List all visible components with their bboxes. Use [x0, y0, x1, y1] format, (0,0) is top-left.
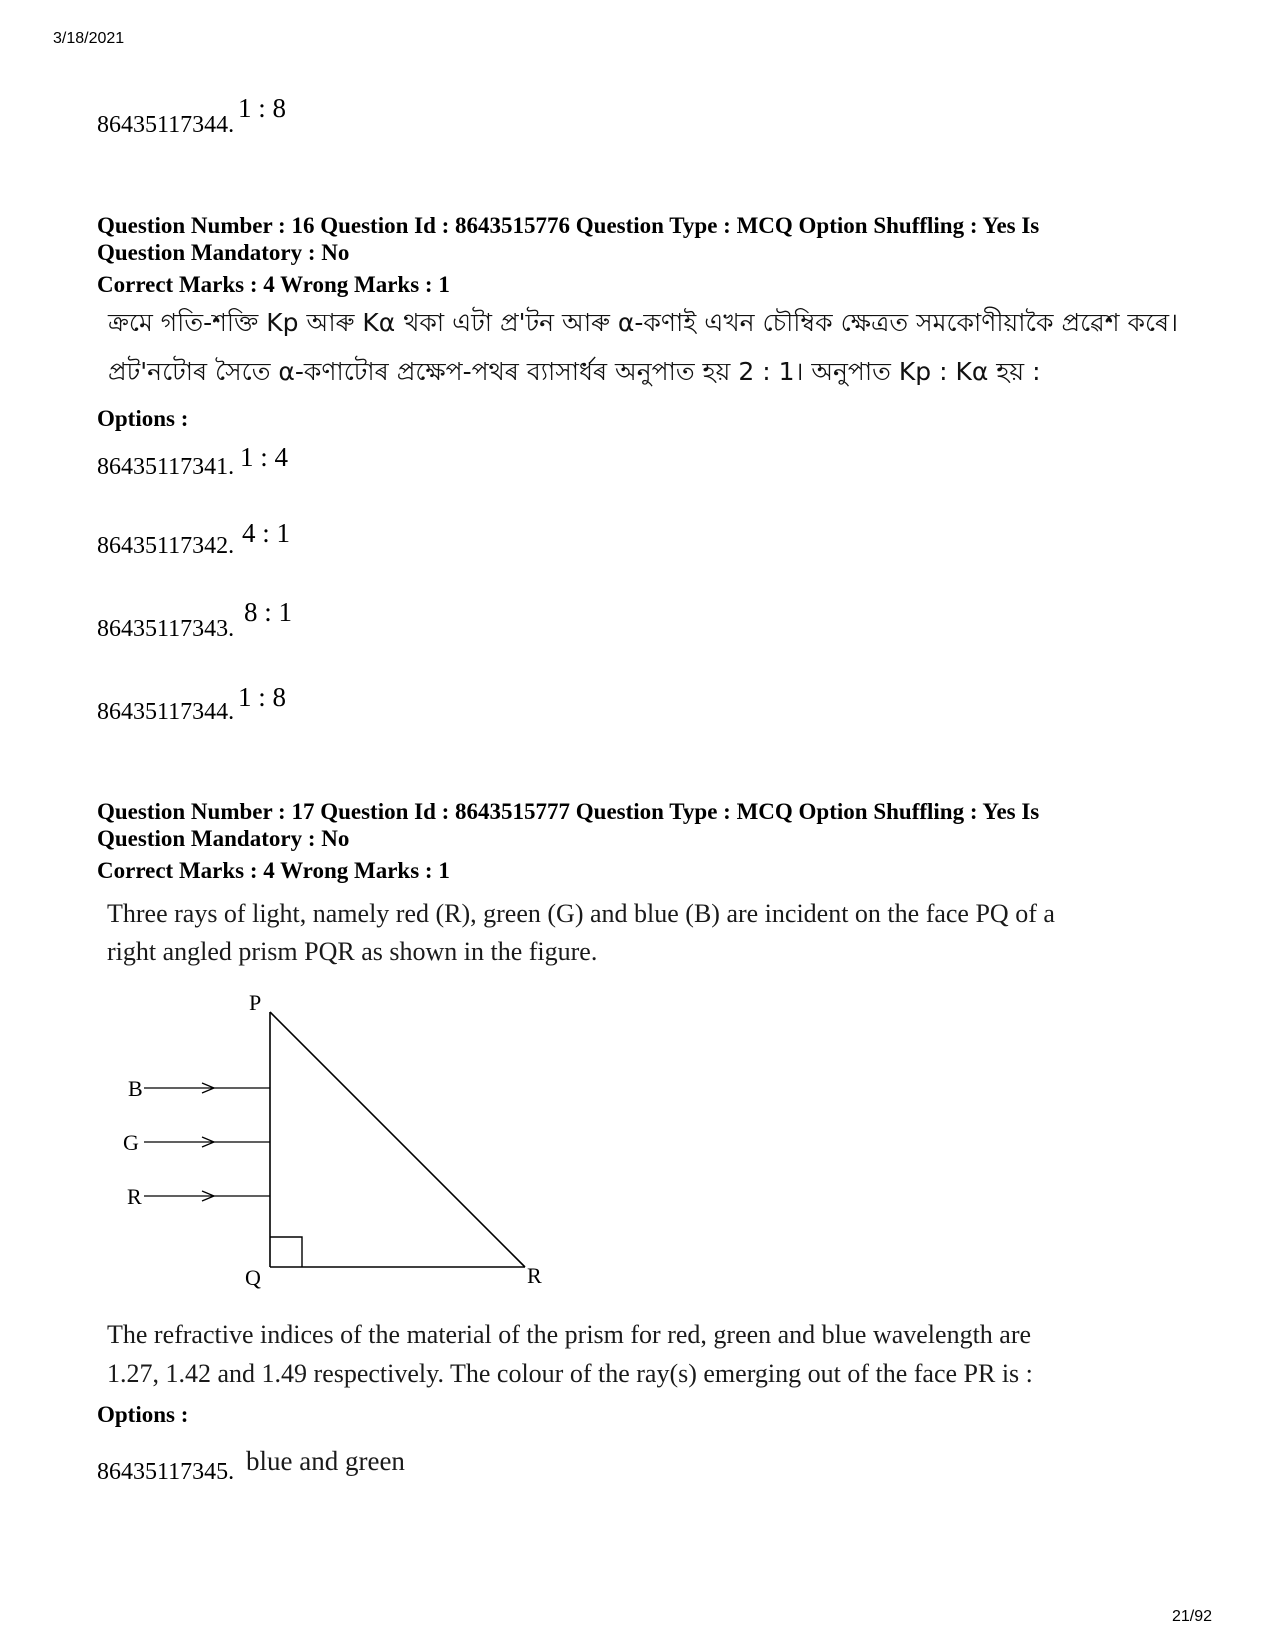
option-value: 1 : 8 [238, 93, 287, 123]
ray-label-b: B [128, 1076, 143, 1101]
page-number: 21/92 [1172, 1608, 1213, 1625]
ray-label-r: R [127, 1184, 142, 1209]
option-value: 4 : 1 [242, 518, 291, 548]
question-text-line: ক্ৰমে গতি-শক্তি Kp আৰু Kα থকা এটা প্ৰ'টন আৰু α-কণাই এখন চৌম্বিক ক্ষেত্ৰত সমকোণীয়াকৈ প্ৰৱেশ কৰে। [108, 308, 1179, 337]
vertex-label-p: P [249, 990, 262, 1015]
print-date: 3/18/2021 [53, 30, 125, 47]
option-id: 86435117344. [97, 699, 235, 725]
question-header-cont: Question Mandatory : No [97, 826, 350, 851]
vertex-label-q: Q [245, 1265, 261, 1290]
option-id: 86435117341. [97, 454, 235, 480]
option-id: 86435117345. [97, 1459, 235, 1485]
option-id: 86435117344. [97, 112, 235, 138]
question-text-line: প্ৰট'নটোৰ সৈতে α-কণাটোৰ প্ৰক্ষেপ-পথৰ ব্যাসাৰ্ধৰ অনুপাত হয় 2 : 1। অনুপাত Kp : Kα হয় : [108, 357, 1041, 386]
vertex-label-r: R [527, 1263, 542, 1288]
question-text-line: right angled prism PQR as shown in the figure. [107, 937, 598, 966]
option-id: 86435117343. [97, 616, 235, 642]
face-pr [270, 1012, 525, 1267]
question-text-line: The refractive indices of the material of the prism for red, green and blue wavelength are [107, 1320, 1032, 1349]
ray-label-g: G [123, 1130, 139, 1155]
question-header: Question Number : 17 Question Id : 8643515777 Question Type : MCQ Option Shuffling : Yes Is [97, 799, 1040, 824]
option-id: 86435117342. [97, 533, 235, 559]
question-marks: Correct Marks : 4 Wrong Marks : 1 [97, 272, 450, 297]
question-header-cont: Question Mandatory : No [97, 240, 350, 265]
option-value: 1 : 8 [238, 682, 287, 712]
question-text-line: 1.27, 1.42 and 1.49 respectively. The colour of the ray(s) emerging out of the face PR is : [107, 1359, 1033, 1388]
question-marks: Correct Marks : 4 Wrong Marks : 1 [97, 858, 450, 883]
option-value: blue and green [246, 1446, 405, 1476]
prism-figure [110, 985, 570, 1290]
options-label: Options : [97, 1402, 189, 1427]
question-text-line: Three rays of light, namely red (R), green (G) and blue (B) are incident on the face PQ of a [107, 899, 1055, 928]
options-label: Options : [97, 406, 189, 431]
option-value: 8 : 1 [244, 597, 293, 627]
right-angle-marker [270, 1237, 302, 1267]
option-value: 1 : 4 [240, 442, 289, 472]
question-header: Question Number : 16 Question Id : 8643515776 Question Type : MCQ Option Shuffling : Yes Is [97, 213, 1040, 238]
